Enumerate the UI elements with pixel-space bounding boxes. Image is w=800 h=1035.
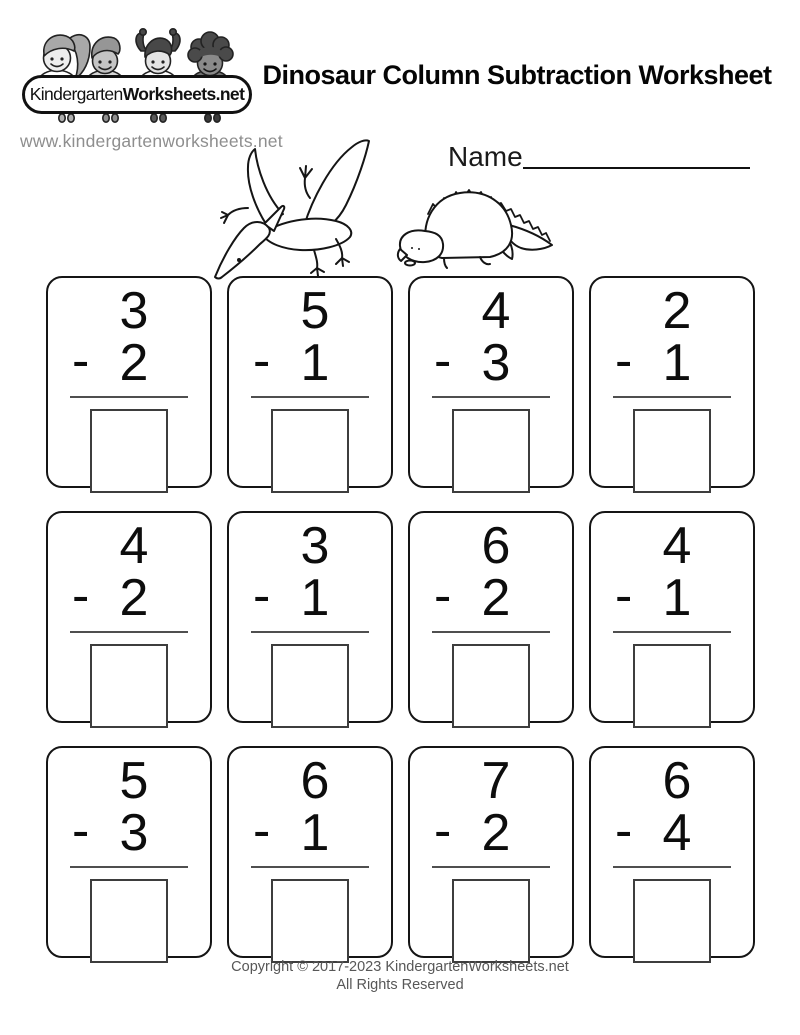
problems-grid	[46, 276, 755, 958]
problem-card	[46, 746, 212, 958]
logo-text-bold: Worksheets.net	[122, 84, 245, 104]
subtrahend-row	[591, 802, 753, 862]
problem-card	[46, 511, 212, 723]
subtrahend-row	[48, 332, 210, 392]
minus-sign: -	[434, 567, 452, 625]
subtrahend-row	[229, 567, 391, 627]
equals-line	[432, 866, 550, 868]
problem-card	[227, 511, 393, 723]
subtrahend-row	[410, 802, 572, 862]
minus-sign: -	[253, 567, 271, 625]
kids-feet	[59, 114, 220, 122]
name-label: Name	[448, 141, 523, 172]
subtrahend-row	[591, 332, 753, 392]
minuend: 4	[662, 517, 692, 575]
problem-card	[408, 746, 574, 958]
equals-line	[613, 866, 731, 868]
subtrahend: 1	[300, 804, 330, 862]
subtrahend: 1	[300, 569, 330, 627]
minuend: 5	[119, 752, 149, 810]
minuend: 4	[119, 517, 149, 575]
problem-card	[589, 746, 755, 958]
subtrahend: 3	[481, 334, 511, 392]
subtrahend-row	[410, 332, 572, 392]
minuend: 6	[300, 752, 330, 810]
problem-card	[589, 511, 755, 723]
minuend: 3	[119, 282, 149, 340]
problem-card	[227, 746, 393, 958]
subtrahend: 2	[119, 569, 149, 627]
equals-line	[70, 631, 188, 633]
minuend: 7	[481, 752, 511, 810]
subtrahend: 3	[119, 804, 149, 862]
equals-line	[251, 396, 369, 398]
equals-line	[432, 396, 550, 398]
answer-box[interactable]	[633, 409, 711, 493]
problem-card	[589, 276, 755, 488]
pterodactyl-illustration	[208, 138, 378, 293]
equals-line	[613, 631, 731, 633]
minus-sign: -	[72, 567, 90, 625]
minus-sign: -	[615, 332, 633, 390]
answer-box[interactable]	[633, 879, 711, 963]
equals-line	[432, 631, 550, 633]
minuend: 5	[300, 282, 330, 340]
minus-sign: -	[434, 802, 452, 860]
minus-sign: -	[72, 802, 90, 860]
logo-text-regular: Kindergarten	[29, 84, 123, 104]
subtrahend-row	[229, 802, 391, 862]
minuend: 2	[662, 282, 692, 340]
subtrahend: 1	[662, 569, 692, 627]
subtrahend: 1	[662, 334, 692, 392]
problem-card	[46, 276, 212, 488]
subtrahend: 4	[662, 804, 692, 862]
minuend: 6	[662, 752, 692, 810]
subtrahend: 2	[481, 569, 511, 627]
equals-line	[251, 631, 369, 633]
minus-sign: -	[615, 802, 633, 860]
answer-box[interactable]	[271, 409, 349, 493]
minus-sign: -	[253, 802, 271, 860]
kid-2	[92, 37, 120, 73]
answer-box[interactable]	[90, 879, 168, 963]
minuend: 4	[481, 282, 511, 340]
answer-box[interactable]	[271, 879, 349, 963]
subtrahend: 2	[481, 804, 511, 862]
answer-box[interactable]	[633, 644, 711, 728]
name-field	[448, 142, 750, 172]
equals-line	[251, 866, 369, 868]
minus-sign: -	[253, 332, 271, 390]
subtrahend: 1	[300, 334, 330, 392]
answer-box[interactable]	[90, 644, 168, 728]
answer-box[interactable]	[452, 879, 530, 963]
subtrahend: 2	[119, 334, 149, 392]
copyright-line: Copyright © 2017-2023 KindergartenWorksheets.net	[231, 959, 569, 975]
footer	[0, 959, 800, 994]
problem-card	[408, 276, 574, 488]
subtrahend-row	[229, 332, 391, 392]
minus-sign: -	[72, 332, 90, 390]
kid-3	[136, 29, 180, 74]
minuend: 6	[481, 517, 511, 575]
subtrahend-row	[48, 567, 210, 627]
minuend: 3	[300, 517, 330, 575]
equals-line	[70, 396, 188, 398]
site-url: www.kindergartenworksheets.net	[20, 131, 283, 151]
rights-line: All Rights Reserved	[336, 976, 464, 993]
logo-banner	[22, 75, 252, 114]
problem-card	[227, 276, 393, 488]
resting-dinosaur-illustration	[394, 181, 556, 269]
page-title: Dinosaur Column Subtraction Worksheet	[262, 60, 772, 90]
answer-box[interactable]	[90, 409, 168, 493]
answer-box[interactable]	[452, 644, 530, 728]
problem-card	[408, 511, 574, 723]
subtrahend-row	[410, 567, 572, 627]
minus-sign: -	[434, 332, 452, 390]
answer-box[interactable]	[452, 409, 530, 493]
name-line[interactable]	[523, 167, 750, 169]
minus-sign: -	[615, 567, 633, 625]
subtrahend-row	[591, 567, 753, 627]
equals-line	[70, 866, 188, 868]
answer-box[interactable]	[271, 644, 349, 728]
kid-4	[188, 32, 233, 76]
equals-line	[613, 396, 731, 398]
subtrahend-row	[48, 802, 210, 862]
